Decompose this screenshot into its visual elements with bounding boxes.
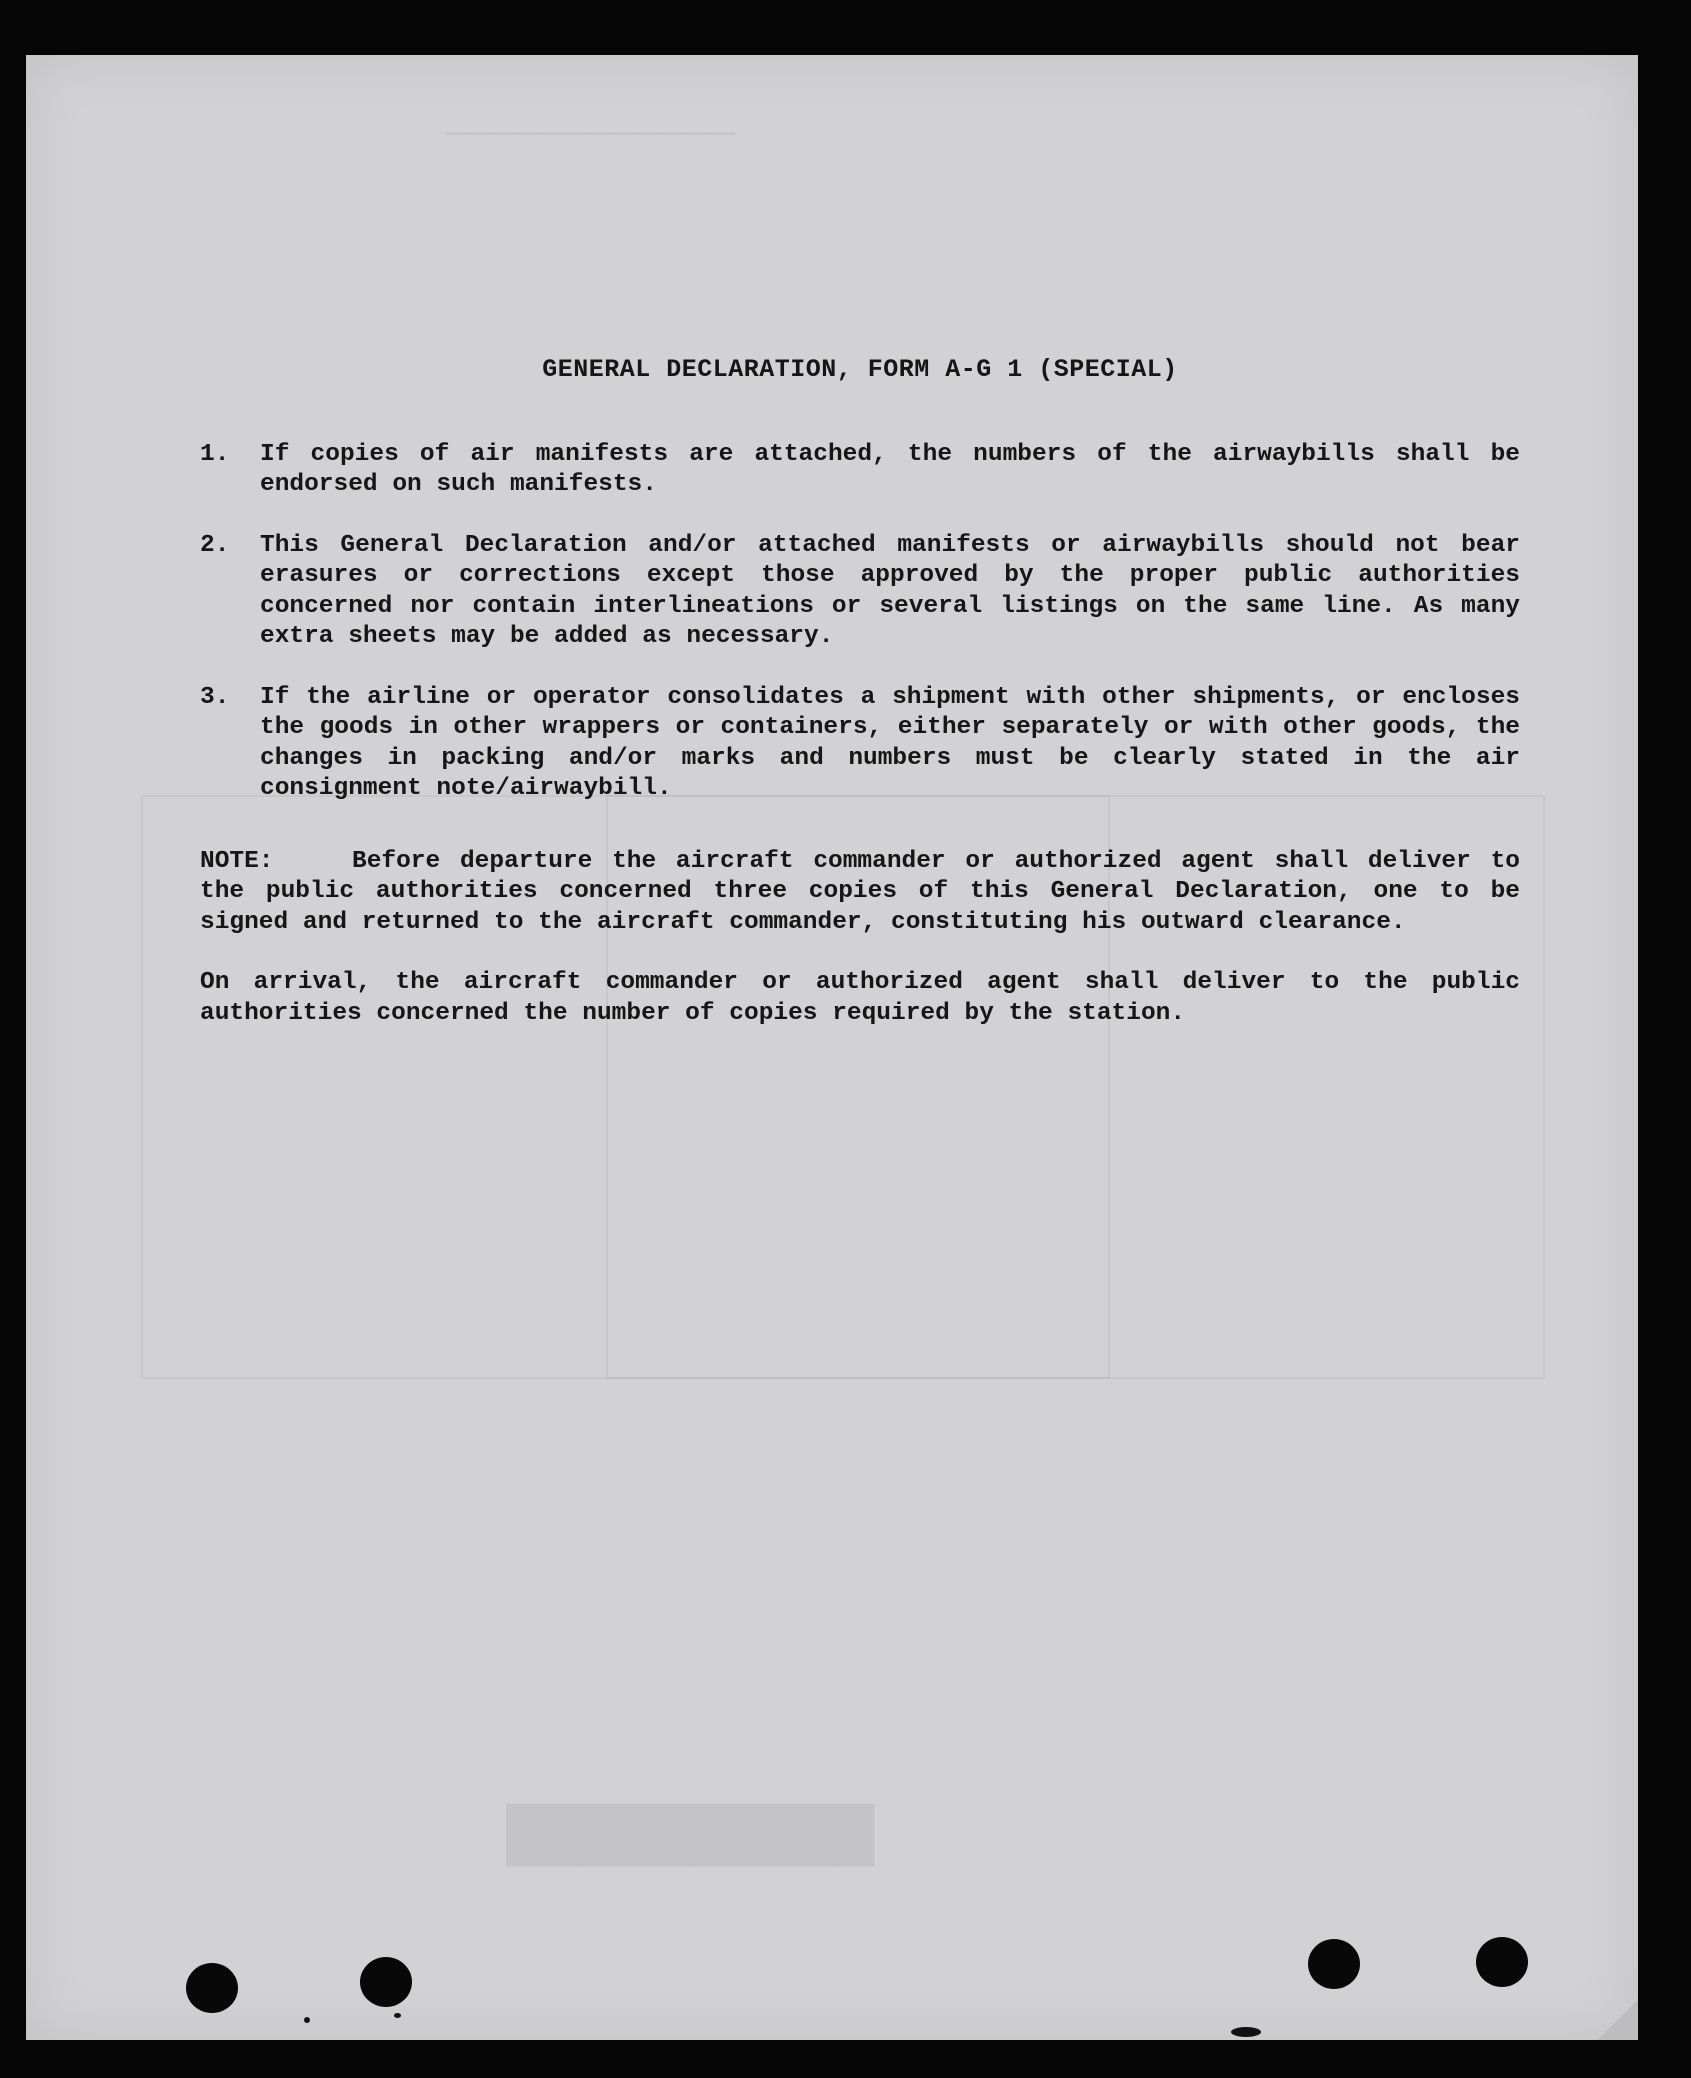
arrival-paragraph: On arrival, the aircraft commander or authorized agent shall deliver to the public authorities concerned the number of copies required by the station. [200, 969, 1520, 1027]
note-text: Before departure the aircraft commander or authorized agent shall deliver to the public authorities concerned three copies of this General Declaration, one to be signed and returned to the aircraft commander, constituting his outward clearance. [200, 847, 1520, 936]
item-text: If the airline or operator consolidates a shipment with other shipments, or encloses the goods in other wrappers or containers, either separately or with other goods, the changes in packing and/or marks and numbers must be clearly stated in the air consignment note/airwaybill. [260, 683, 1520, 802]
item-number: 2. [200, 531, 230, 559]
ink-speck [304, 2017, 310, 2023]
list-item [200, 683, 1520, 805]
ink-speck [1231, 2027, 1261, 2037]
ink-speck [394, 2013, 401, 2018]
item-number: 1. [200, 440, 230, 468]
list-item [200, 531, 1520, 653]
list-item [200, 440, 1520, 501]
punch-hole [360, 1957, 412, 2007]
page-corner [1598, 2000, 1638, 2040]
item-number: 3. [200, 683, 230, 711]
document-body [200, 355, 1520, 1029]
bleed-through-mark: ██████████ [506, 1806, 875, 1863]
punch-hole [186, 1963, 238, 2013]
bleed-through-mark: ──────────── [446, 115, 736, 152]
item-text: This General Declaration and/or attached manifests or airwaybills should not bear erasures or corrections except those approved by the proper public authorities concerned nor contain interlineations or several listings on the same line. As many extra sheets may be added as necessary. [260, 531, 1520, 650]
punch-hole [1476, 1937, 1528, 1987]
note-label: NOTE: [200, 847, 274, 875]
document-page [26, 55, 1638, 2040]
page-title: GENERAL DECLARATION, FORM A-G 1 (SPECIAL) [542, 355, 1178, 384]
note-paragraph [200, 847, 1520, 939]
punch-hole [1308, 1939, 1360, 1989]
item-text: If copies of air manifests are attached, the numbers of the airwaybills shall be endorsed on such manifests. [260, 440, 1520, 498]
